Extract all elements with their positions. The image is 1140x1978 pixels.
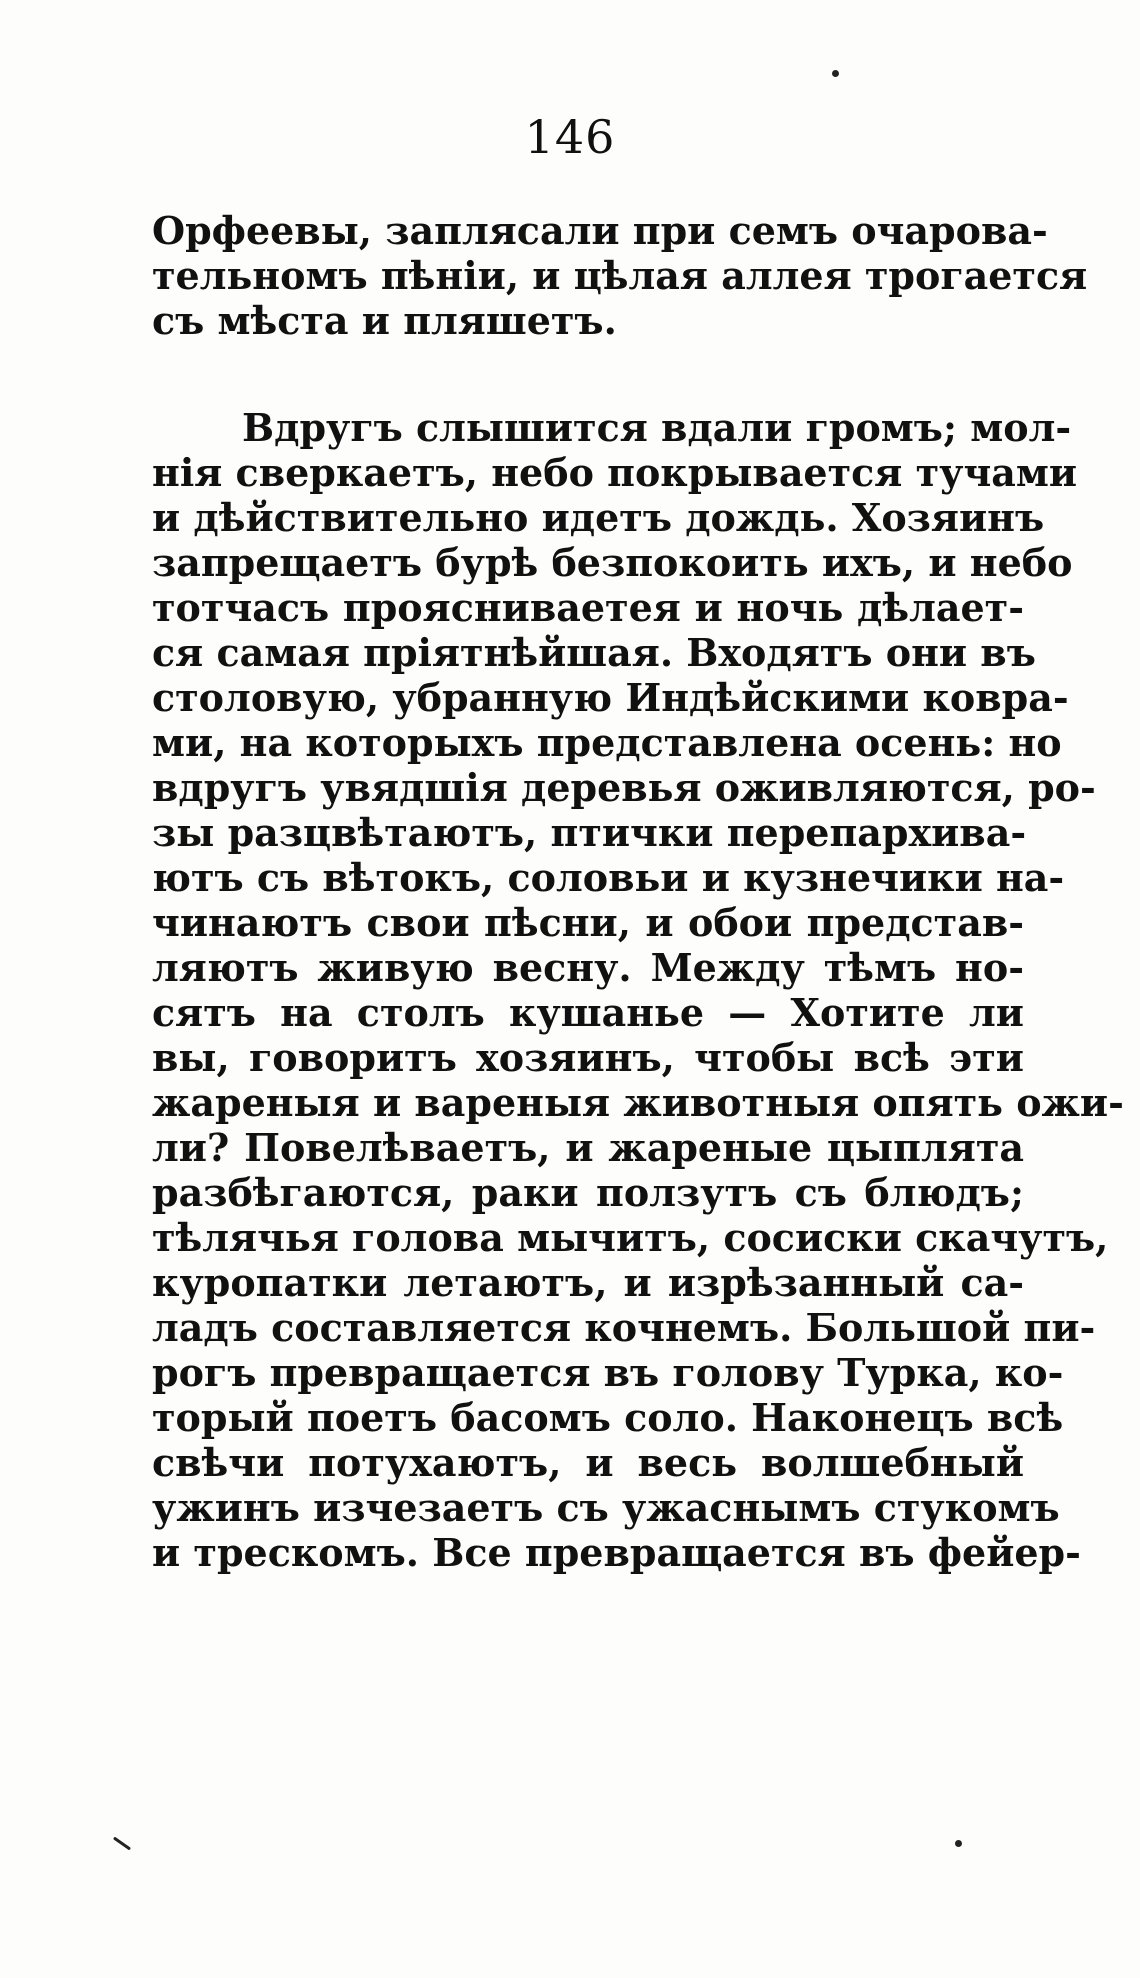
text-line: Вдругъ слышится вдали громъ; мол- <box>242 405 1072 450</box>
text-line: куропатки летаютъ, и изрѣзанный са- <box>152 1260 1024 1305</box>
text-line: тельномъ пѣніи, и цѣлая аллея трогается <box>152 253 1088 298</box>
text-line: свѣчи потухаютъ, и весь волшебный <box>152 1440 1024 1485</box>
text-line: вы, говоритъ хозяинъ, чтобы всѣ эти <box>152 1035 1024 1080</box>
text-line: ми, на которыхъ представлена осень: но <box>152 720 1062 765</box>
text-line: зы разцвѣтаютъ, птички перепархива- <box>152 810 1027 855</box>
text-line: тѣлячья голова мычитъ, сосиски скачутъ, <box>152 1215 1109 1260</box>
paragraph-1 <box>152 208 1088 343</box>
scan-speck <box>113 1837 131 1851</box>
text-line: сятъ на столъ кушанье — Хотите ли <box>152 990 1024 1035</box>
text-line: жареныя и вареныя животныя опять ожи- <box>152 1080 1124 1125</box>
text-line: съ мѣста и пляшетъ. <box>152 298 617 343</box>
text-line: рогъ превращается въ голову Турка, ко- <box>152 1350 1064 1395</box>
text-line: ютъ съ вѣтокъ, соловьи и кузнечики на- <box>152 855 1065 900</box>
text-line: Орфеевы, заплясали при семъ очарова- <box>152 208 1048 253</box>
text-line: столовую, убранную Индѣйскими ковра- <box>152 675 1069 720</box>
page-number: 146 <box>524 110 616 164</box>
text-line: и дѣйствительно идетъ дождь. Хозяинъ <box>152 495 1045 540</box>
scan-speck <box>832 70 839 77</box>
text-line: разбѣгаются, раки ползутъ съ блюдъ; <box>152 1170 1024 1215</box>
text-line: ужинъ изчезаетъ съ ужаснымъ стукомъ <box>152 1485 1060 1530</box>
text-line: ся самая пріятнѣйшая. Входятъ они въ <box>152 630 1036 675</box>
paragraph-2 <box>152 405 1124 1575</box>
text-line: и трескомъ. Все превращается въ фейер- <box>152 1530 1081 1575</box>
text-line: вдругъ увядшія деревья оживляются, ро- <box>152 765 1096 810</box>
text-line: чинаютъ свои пѣсни, и обои представ- <box>152 900 1024 945</box>
text-line: ляютъ живую весну. Между тѣмъ но- <box>152 945 1024 990</box>
text-line: нія сверкаетъ, небо покрывается тучами <box>152 450 1078 495</box>
text-line: торый поетъ басомъ соло. Наконецъ всѣ <box>152 1395 1064 1440</box>
text-line: ладъ составляется кочнемъ. Большой пи- <box>152 1305 1096 1350</box>
text-line: тотчасъ проясниваетея и ночь дѣлает- <box>152 585 1024 630</box>
text-line: запрещаетъ бурѣ безпокоить ихъ, и небо <box>152 540 1073 585</box>
scan-speck <box>955 1840 962 1847</box>
text-line: ли? Повелѣваетъ, и жареные цыплята <box>152 1125 1024 1170</box>
